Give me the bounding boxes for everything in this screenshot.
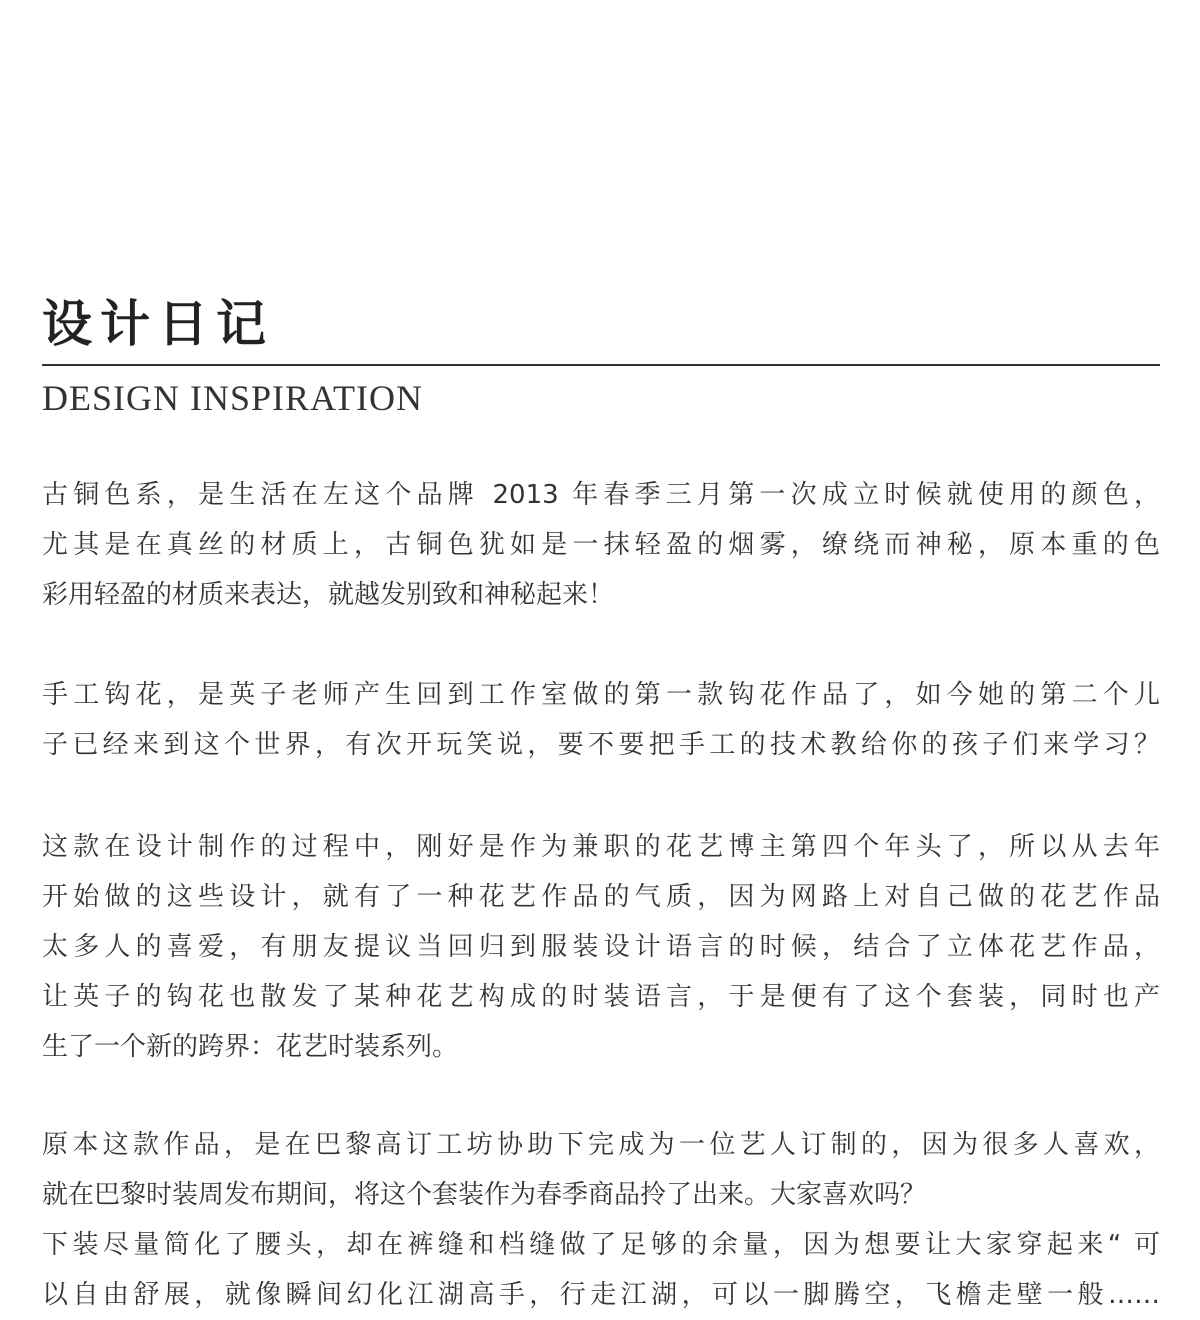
paragraph-bronze-color bbox=[42, 470, 1160, 620]
paragraph-line: 尤其是在真丝的材质上，古铜色犹如是一抹轻盈的烟雾，缭绕而神秘，原本重的色 bbox=[42, 530, 1160, 560]
page-title: 设计日记 bbox=[42, 294, 274, 353]
title-divider bbox=[42, 364, 1160, 366]
paragraph-line: 手工钩花，是英子老师产生回到工作室做的第一款钩花作品了，如今她的第二个儿 bbox=[42, 680, 1160, 710]
design-diary-page bbox=[42, 0, 1160, 1320]
paragraph-line: 太多人的喜爱，有朋友提议当回归到服装设计语言的时候，结合了立体花艺作品， bbox=[42, 932, 1160, 962]
paragraph-line: 让英子的钩花也散发了某种花艺构成的时装语言，于是便有了这个套装，同时也产 bbox=[42, 982, 1160, 1012]
paragraph-crochet bbox=[42, 670, 1160, 770]
paragraph-line: 彩用轻盈的材质来表达，就越发别致和神秘起来！ bbox=[42, 580, 615, 610]
paragraph-line: 就在巴黎时装周发布期间，将这个套装作为春季商品拎了出来。大家喜欢吗？ bbox=[42, 1180, 927, 1210]
paragraph-line: 生了一个新的跨界：花艺时装系列。 bbox=[42, 1032, 459, 1062]
paragraph-paris-couture bbox=[42, 1120, 1160, 1320]
paragraph-line: 原本这款作品，是在巴黎高订工坊协助下完成为一位艺人订制的，因为很多人喜欢， bbox=[42, 1130, 1160, 1160]
paragraph-line: 以自由舒展，就像瞬间幻化江湖高手，行走江湖，可以一脚腾空，飞檐走壁一般…… bbox=[42, 1280, 1160, 1310]
paragraph-line: 这款在设计制作的过程中，刚好是作为兼职的花艺博主第四个年头了，所以从去年 bbox=[42, 832, 1160, 862]
paragraph-line: 古铜色系，是生活在左这个品牌 2013 年春季三月第一次成立时候就使用的颜色， bbox=[42, 480, 1160, 510]
paragraph-line: 下装尽量简化了腰头，却在裤缝和档缝做了足够的余量，因为想要让大家穿起来“ 可 bbox=[42, 1230, 1160, 1260]
page-subtitle: DESIGN INSPIRATION bbox=[42, 378, 424, 418]
paragraph-floral-design bbox=[42, 822, 1160, 1072]
paragraph-line: 开始做的这些设计，就有了一种花艺作品的气质，因为网路上对自己做的花艺作品 bbox=[42, 882, 1160, 912]
paragraph-line: 子已经来到这个世界，有次开玩笑说，要不要把手工的技术教给你的孩子们来学习？ bbox=[42, 730, 1160, 760]
